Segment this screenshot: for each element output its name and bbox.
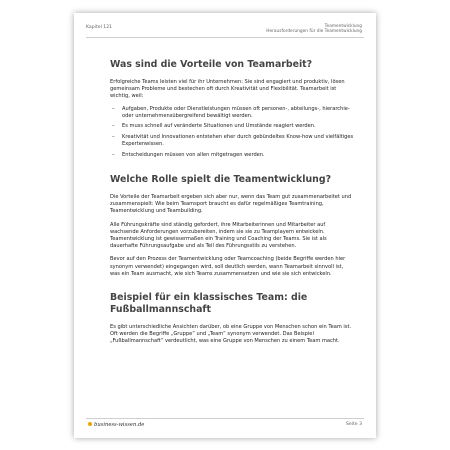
publisher-logo-text: business-wissen.de	[94, 422, 145, 428]
logo-dot-icon	[88, 422, 92, 426]
chapter-label: Kapitel 121	[86, 25, 113, 30]
document-page	[74, 13, 376, 438]
section-heading-rolle: Welche Rolle spielt die Teamentwicklung?	[110, 174, 332, 185]
page-number: Seite 3	[345, 422, 362, 427]
section-heading-beispiel: Beispiel für ein klassisches Team: die Fußballmannschaft	[110, 292, 308, 316]
header-divider	[86, 37, 364, 38]
list-item: – Es muss schnell auf veränderte Situationen und Umstände reagiert werden.	[112, 123, 316, 130]
list-item: – Entscheidungen müssen von allen mitgetragen werden.	[112, 151, 265, 158]
publisher-logo	[88, 422, 144, 428]
page-content	[110, 59, 354, 346]
running-header	[266, 24, 362, 35]
list-item: – Aufgaben, Produkte oder Dienstleistungen müssen oft personen-, abteilungs-, hierarchie- oder unternehmensübergreifend bewältigt werden.	[112, 105, 350, 119]
footer-divider	[86, 418, 364, 419]
benefit-list	[110, 106, 354, 159]
section-heading-vorteile: Was sind die Vorteile von Teamarbeit?	[110, 59, 313, 70]
paragraph: Die Vorteile der Teamarbeit ergeben sich aber nur, wenn das Team gut zusammenarbeitet und zusammenspielt: Wie beim Teamsport braucht es dafür regelmäßiges Teamtraining, Teamentwicklung und Teambuilding.	[110, 194, 352, 215]
paragraph: Bevor auf den Prozess der Teamentwicklung oder Teamcoaching (beide Begriffe werden hier synonym verwendet) eingegangen wird, soll deutlich werden, wann Teamarbeit sinnvoll ist, was ein Team ausmacht, wie sich Teams zusammensetzen und wie sie sich entwickeln.	[110, 256, 346, 277]
list-item: – Kreativität und Innovationen entstehen eher durch gebündeltes Know-how und vielfältiges Expertenwissen.	[112, 134, 354, 148]
paragraph: Erfolgreiche Teams leisten viel für ihr Unternehmen: Sie sind engagiert und produktiv, lösen gemeinsam Probleme und bestechen oft durch Kreativität und Flexibilität. Teamarbeit ist wichtig, weil:	[110, 79, 345, 100]
running-header-subtitle: Herausforderungen für die Teamentwicklung	[266, 29, 362, 35]
paragraph: Alle Führungskräfte sind ständig gefordert, ihre Mitarbeiterinnen und Mitarbeiter auf wachsende Anforderungen vorzubereiten, indem sie sie zu Teamplayern entwickeln. Teamentwicklung ist gewissermaßen ein Training und Coaching der Teams. Sie ist als dauerhafte Führungsaufgabe und als Teil des Führungsstils zu verstehen.	[110, 221, 327, 250]
paragraph: Es gibt unterschiedliche Ansichten darüber, ob eine Gruppe von Menschen schon ein Team ist. Oft werden die Begriffe „Gruppe“ und „Team“ synonym verwendet. Das Beispiel „Fußballmannschaft“ verdeutlicht, was eine Gruppe von Menschen zu einem Team macht.	[110, 324, 352, 345]
running-header-title: Teamentwicklung	[324, 24, 362, 29]
